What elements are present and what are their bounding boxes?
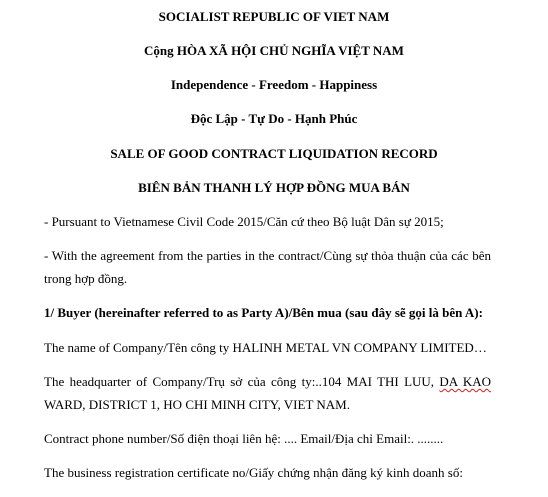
spellcheck-flagged-word[interactable]: DA KAO bbox=[439, 374, 491, 389]
motto-en: Independence - Freedom - Happiness bbox=[170, 77, 378, 92]
document-title-vi: BIÊN BẢN THANH LÝ HỢP ĐỒNG MUA BÁN bbox=[138, 180, 410, 195]
buyer-registration: The business registration certificate no/Giấy chứng nhận đăng ký kinh doanh số: bbox=[44, 465, 463, 480]
motto-vi: Độc Lập - Tự Do - Hạnh Phúc bbox=[190, 111, 358, 126]
country-name-en: SOCIALIST REPUBLIC OF VIET NAM bbox=[158, 9, 390, 24]
preamble-agreement: - With the agreement from the parties in the contract/Cùng sự thỏa thuận của các bên trong hợp đồng. bbox=[44, 248, 491, 286]
buyer-heading: 1/ Buyer (hereinafter referred to as Party A)/Bên mua (sau đây sẽ gọi là bên A): bbox=[44, 305, 483, 320]
document-title-en: SALE OF GOOD CONTRACT LIQUIDATION RECORD bbox=[110, 146, 438, 161]
headquarter-prefix: The headquarter of Company/Trụ sở của công ty:..104 MAI THI LUU, bbox=[44, 374, 440, 389]
preamble-pursuant: - Pursuant to Vietnamese Civil Code 2015/Căn cứ theo Bộ luật Dân sự 2015; bbox=[44, 214, 444, 229]
buyer-company-name: The name of Company/Tên công ty HALINH METAL VN COMPANY LIMITED… bbox=[44, 340, 487, 355]
headquarter-suffix: WARD, DISTRICT 1, HO CHI MINH CITY, VIET NAM. bbox=[44, 397, 350, 412]
buyer-contact: Contract phone number/Số điện thoại liên hệ: .... Email/Địa chỉ Email:. ........ bbox=[44, 431, 444, 446]
buyer-headquarter bbox=[44, 370, 491, 416]
country-name-vi: Cộng HÒA XÃ HỘI CHỦ NGHĨA VIỆT NAM bbox=[144, 43, 404, 58]
